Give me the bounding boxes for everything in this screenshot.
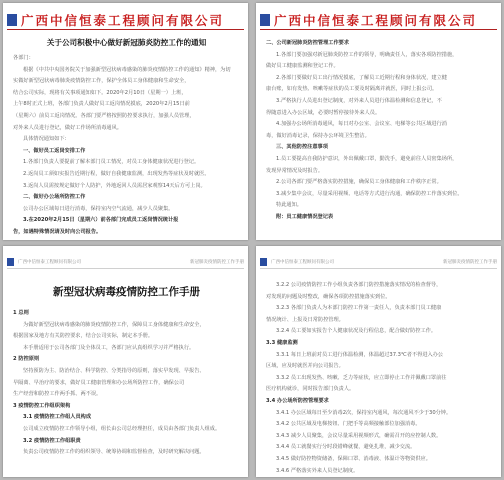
document-page-2 <box>256 3 501 240</box>
notice-title: 关于公司积极中心做好新冠肺炎防控工作的通知 <box>46 38 207 47</box>
company-name: 广西中信恒泰工程顾问有限公司 <box>274 13 478 28</box>
text-line: 对发现的问题及时整改，确保各项防控措施落实到位。 <box>266 293 391 300</box>
company-logo-icon <box>7 258 14 266</box>
text-line: 根据国家及地方有关防控要求，结合公司实际，制定本手册。 <box>13 333 154 340</box>
text-line: 生产经营和防控工作两手抓、两不误。 <box>13 391 102 398</box>
text-line: 一、做好员工返岗安排工作 <box>23 147 86 154</box>
text-line: 附：员工健康情况登记表 <box>276 213 334 220</box>
text-line: 特此通知。 <box>276 202 302 209</box>
text-line: 3.4 办公场所防控管理要求 <box>266 397 329 404</box>
page-2-body <box>266 38 493 224</box>
company-header <box>7 11 244 30</box>
text-line: 2.返岗员工须如实报告近期行程，做好自我健康监测，出现发热等症状及时就医。 <box>23 170 210 177</box>
text-line: 公司办公区域每日进行消毒，保持室内空气流通，减少人员聚集。 <box>23 205 174 212</box>
text-line: 负责公司疫情防控工作的组织领导、统筹协调和监督检查，及时研究解决问题。 <box>23 449 205 456</box>
text-line: 结合公司实际，现将有关事项通知如下。2020年2月10日（星期一）上班， <box>13 89 187 96</box>
text-line: 3.严格执行人员进出登记制度，对外来人员进行体温检测和信息登记，不 <box>276 97 442 104</box>
text-line: 3.1 疫情防控工作组人员构成 <box>23 414 92 421</box>
text-line: 对外来人员进行登记，做好工作场所消毒通风。 <box>13 124 122 131</box>
text-line: （星期六）前员工返岗情况。各部门要严格按照防控要求执行，加强人员管理， <box>13 112 195 119</box>
header-doc-name: 新冠肺炎疫情防控工作手册 <box>190 260 244 265</box>
text-line: 情况统计、上报及日常防控管理。 <box>266 316 344 323</box>
text-line: 1 总则 <box>13 310 29 316</box>
text-line: 二、公司新冠肺炎防控管理工作要求 <box>266 40 350 46</box>
text-line: 3.4.5 做好防控物资储备，保障口罩、消毒液、体温计等物资供应。 <box>276 455 431 462</box>
text-line: 1.各部门要加强对新冠肺炎防控工作的领导，明确责任人，落实各项防控措施， <box>276 51 458 58</box>
header-company-name: 广西中信恒泰工程顾问有限公司 <box>18 260 81 265</box>
text-line: 区域，应及时就医并向公司报告。 <box>266 363 344 370</box>
page-4-body <box>266 280 493 477</box>
company-logo-icon <box>260 258 267 266</box>
text-line: 各部门： <box>13 55 34 61</box>
text-line: 2.各部门要做好员工出行情况摸底，了解员工近期行程和身体状况，建立健 <box>276 74 447 81</box>
text-line: 做好员工健康监测和登记工作。 <box>266 63 339 70</box>
text-line: 本手册适用于公司各部门及全体员工，各部门应认真组织学习并严格执行。 <box>23 344 195 351</box>
text-line: 3.2.2 公司疫情防控工作小组负责各部门防控措施落实情况的检查督导， <box>276 282 442 288</box>
handbook-title: 新型冠状病毒疫情防控工作手册 <box>53 286 200 298</box>
text-line: 3.2.3 各部门负责人为本部门防控工作第一责任人，负责本部门员工健康 <box>276 305 442 312</box>
text-line: 3 疫情防控工作组织架构 <box>13 402 71 409</box>
document-page-3 <box>3 246 248 477</box>
text-line: 公司成立疫情防控工作领导小组，组长由公司总经理担任，成员由各部门负责人组成。 <box>23 425 221 432</box>
text-line: 告，如遇特殊情况请及时向公司报告。 <box>13 228 102 235</box>
text-line: 具体情况通知如下： <box>23 136 70 143</box>
header-company-name: 广西中信恒泰工程顾问有限公司 <box>271 260 334 265</box>
text-line: 3.2.4 员工要如实报告个人健康状况及行程信息，配合做好防控工作。 <box>276 328 437 335</box>
text-line: 3.4.1 办公区域每日至少消毒2次，保持室内通风，每次通风不少于30分钟。 <box>276 409 452 416</box>
page-header <box>260 256 497 269</box>
header-doc-name: 新冠肺炎疫情防控工作手册 <box>443 260 497 265</box>
text-line: 康台账，如有发热、咳嗽等症状的员工要及时隔离并就医，同时上报公司。 <box>266 86 438 93</box>
text-line: 3.2 疫情防控工作组职责 <box>23 437 81 444</box>
text-line: 毒，做好消毒记录，保持办公环境卫生整洁。 <box>266 132 370 139</box>
text-line: 根据《中共中央国务院关于加强新型冠状病毒感染的肺炎疫情防控工作的通知》精神，为切 <box>23 66 231 73</box>
text-line: 3.4.2 公共区域及电梯按钮、门把手等高频接触部位加强消毒。 <box>276 421 421 428</box>
company-header <box>260 11 497 30</box>
text-line: 为做好新型冠状病毒感染的肺炎疫情防控工作，保障员工身体健康和生命安全， <box>23 321 205 328</box>
page-header <box>7 256 244 269</box>
text-line: 3.在2020年2月15日（星期六）前各部门完成员工返岗情况统计报 <box>23 217 179 224</box>
text-line: 3.3.2 员工出现发热、咳嗽、乏力等症状，应立即停止工作并佩戴口罩前往 <box>276 374 447 381</box>
text-line: 三、其他防控注意事项 <box>276 144 328 151</box>
text-line: 2 防控原则 <box>13 356 40 363</box>
company-name: 广西中信恒泰工程顾问有限公司 <box>21 13 225 28</box>
text-line: 3.3.1 每日上班前对员工进行体温检测，体温超过37.3℃者不得进入办公 <box>276 351 444 358</box>
text-line: 二、做好办公场所防控工作 <box>23 194 86 201</box>
company-logo-icon <box>7 14 17 26</box>
text-line: 3.返岗人员需按规定做好个人防护，外地返回人员需居家观察14天后方可上岗。 <box>23 182 206 189</box>
text-line: 早隔离、早治疗的要求，做好员工健康管理和办公场所防控工作，确保公司 <box>13 379 185 386</box>
text-line: 医疗机构就诊，同时报告部门负责人。 <box>266 386 355 393</box>
text-line: 坚持预防为主、防治结合、科学防控、分类指导的原则，落实早发现、早报告、 <box>23 367 205 374</box>
text-line: 实做好新型冠状病毒肺炎疫情防控工作，保护全体员工身体健康和生命安全， <box>13 78 190 85</box>
text-line: 3.减少集中会议，尽量采用视频、电话等方式进行沟通，确保防控工作落实到位。 <box>276 190 463 197</box>
text-line: 3.4.3 减少人员聚集，会议尽量采用视频形式，确需召开的应控制人数。 <box>276 432 442 439</box>
document-page-4 <box>256 246 501 477</box>
text-line: 得随意进入办公区域，必要时暂停接待外来人员。 <box>266 109 381 116</box>
page-3-body <box>13 308 240 459</box>
page-1-body <box>13 53 240 239</box>
text-line: 上午8时正式上班，各部门负责人做好员工返岗情况摸底，2020年2月15日前 <box>13 101 190 108</box>
document-page-1 <box>3 3 248 240</box>
text-line: 3.4.4 员工就餐实行分时段错峰就餐，避免扎堆，减少交流。 <box>276 444 416 451</box>
text-line: 2.公司各部门要严格落实防控措施，确保员工身体健康和工作秩序正常。 <box>276 179 442 186</box>
company-logo-icon <box>260 14 270 26</box>
text-line: 1.员工要提高自我防护意识，外出佩戴口罩，勤洗手，避免前往人员密集场所， <box>276 155 458 162</box>
text-line: 3.3 健康监测 <box>266 339 298 346</box>
text-line: 4.加强办公场所消毒通风，每日对办公室、会议室、电梯等公共区域进行消 <box>276 121 447 128</box>
text-line: 1.各部门负责人要提前了解本部门员工情况，对员工身体健康状况进行登记。 <box>23 159 200 166</box>
text-line: 3.4.6 严格落实外来人员登记制度。 <box>276 467 359 474</box>
text-line: 发现异常情况及时报告。 <box>266 167 324 174</box>
